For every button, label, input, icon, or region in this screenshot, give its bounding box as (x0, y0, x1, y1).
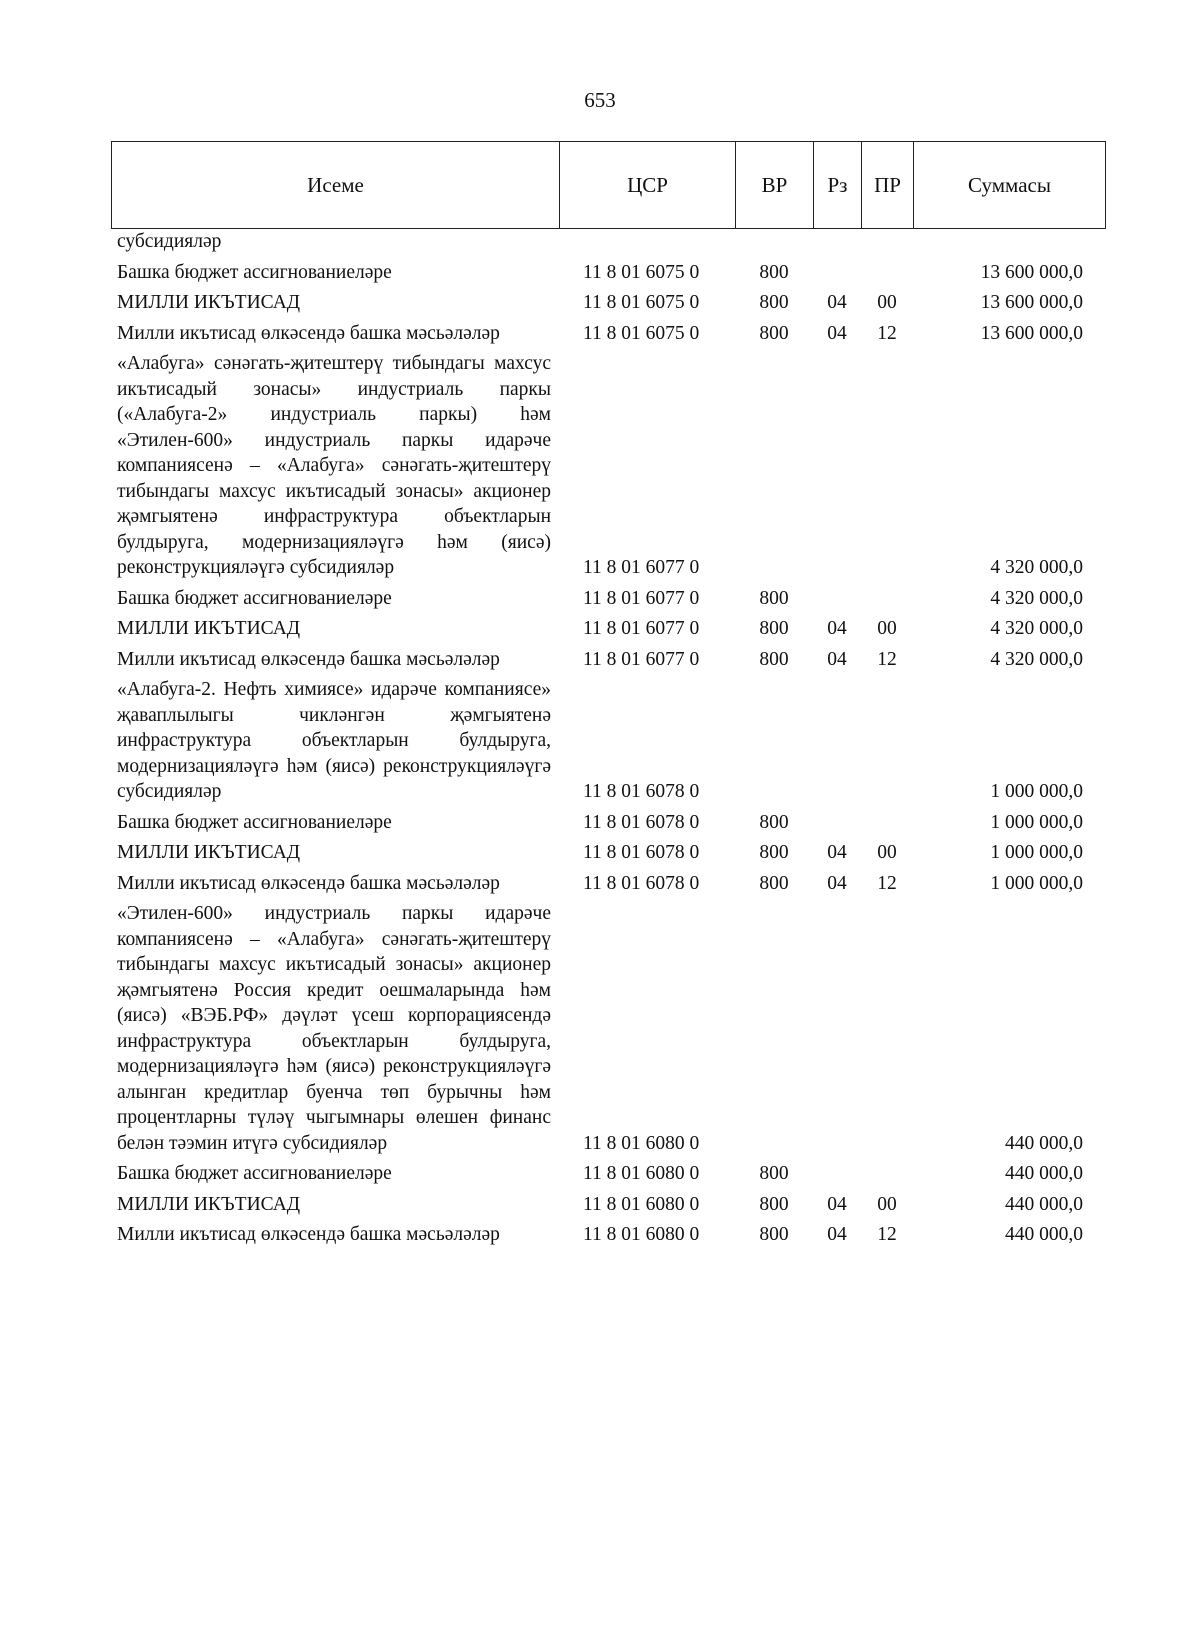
cell-sum: 13 600 000,0 (980, 292, 1083, 313)
cell-sum: 440 000,0 (1005, 1193, 1083, 1215)
cell-csr: 11 8 01 6077 0 (583, 587, 700, 609)
table-row (111, 1187, 1105, 1218)
cell-pr (861, 805, 913, 836)
cell-csr: 11 8 01 6075 0 (583, 261, 700, 283)
cell-csr: 11 8 01 6077 0 (583, 557, 700, 578)
cell-name: Башка бюджет ассигнованиеләре (117, 811, 392, 833)
cell-vr: 800 (759, 618, 789, 639)
column-header-rz: Рз (814, 142, 862, 229)
cell-rz: 04 (827, 872, 847, 894)
cell-sum (913, 229, 1105, 255)
cell-sum: 4 320 000,0 (990, 648, 1083, 670)
cell-pr: 12 (877, 872, 897, 894)
cell-name: МИЛЛИ ИКЪТИСАД (117, 292, 301, 313)
cell-pr (861, 255, 913, 286)
table-header (111, 141, 1106, 229)
cell-csr: 11 8 01 6080 0 (583, 1163, 700, 1184)
cell-name: субсидияләр (117, 231, 222, 252)
table-row (111, 285, 1105, 316)
cell-rz: 04 (827, 322, 847, 344)
column-header-vr: ВР (736, 142, 814, 229)
table-row (111, 316, 1105, 347)
cell-rz (813, 672, 861, 805)
budget-table (111, 229, 1105, 1248)
cell-csr: 11 8 01 6078 0 (583, 811, 700, 833)
cell-csr: 11 8 01 6078 0 (583, 842, 700, 863)
column-header-sum: Суммасы (914, 142, 1106, 229)
cell-name: «Алабуга» сәнәгать-җитештерү тибындагы махсус икътисадый зонасы» индустриаль паркы («Алабуга-2» индустриаль паркы) һәм «Этилен-600» индустриаль паркы идарәче компаниясенә – «Алабуга» сәнәгать-җитештерү тибындагы махсус икътисадый зонасы» акционер җәмгыятенә инфраструктура объектларын булдыруга, модернизацияләүгә һәм (яисә) реконструкцияләүгә субсидияләр (117, 353, 551, 578)
cell-rz (813, 346, 861, 581)
column-header-csr: ЦСР (560, 142, 736, 229)
cell-rz: 04 (827, 618, 847, 639)
cell-pr (861, 672, 913, 805)
cell-pr: 00 (877, 292, 897, 313)
cell-rz (813, 896, 861, 1156)
cell-sum: 1 000 000,0 (990, 811, 1083, 833)
cell-rz (813, 229, 861, 255)
cell-vr (735, 346, 813, 581)
table-row (111, 611, 1105, 642)
table-row (111, 346, 1105, 581)
cell-pr (861, 346, 913, 581)
cell-rz (813, 255, 861, 286)
cell-vr: 800 (759, 322, 789, 344)
cell-vr: 800 (759, 1224, 789, 1245)
cell-pr (861, 229, 913, 255)
page-number: 653 (584, 88, 616, 112)
cell-pr: 12 (877, 322, 897, 344)
table-row (111, 255, 1105, 286)
cell-name: МИЛЛИ ИКЪТИСАД (117, 618, 301, 639)
cell-csr: 11 8 01 6075 0 (583, 292, 700, 313)
column-header-name: Исеме (112, 142, 560, 229)
cell-name: Милли икътисад өлкәсендә башка мәсьәләләр (117, 322, 500, 344)
cell-pr (861, 581, 913, 612)
cell-vr: 800 (759, 648, 789, 670)
cell-vr: 800 (759, 1193, 789, 1215)
table-row (111, 1156, 1105, 1187)
cell-rz (813, 1156, 861, 1187)
cell-sum: 4 320 000,0 (990, 618, 1083, 639)
cell-name: МИЛЛИ ИКЪТИСАД (117, 1193, 301, 1215)
cell-name: «Этилен-600» индустриаль паркы идарәче компаниясенә – «Алабуга» сәнәгать-җитештерү тибындагы махсус икътисадый зонасы» акционер җәмгыятенә Россия кредит оешмаларында һәм (яисә) «ВЭБ.РФ» дәүләт үсеш корпорациясендә инфраструктура объектларын булдыруга, модернизацияләүгә һәм (яисә) реконструкцияләүгә алынган кредитлар буенча төп бурычны һәм процентларны түләү чыгымнары өлешен финанс белән тәэмин итүгә субсидияләр (117, 903, 551, 1154)
table-row (111, 866, 1105, 897)
cell-sum: 440 000,0 (1005, 1132, 1083, 1154)
table-row (111, 1217, 1105, 1248)
cell-sum: 440 000,0 (1005, 1224, 1083, 1245)
cell-vr (735, 896, 813, 1156)
cell-csr: 11 8 01 6080 0 (583, 1193, 700, 1215)
cell-name: МИЛЛИ ИКЪТИСАД (117, 842, 301, 863)
cell-pr: 12 (877, 648, 897, 670)
column-header-pr: ПР (862, 142, 914, 229)
cell-csr: 11 8 01 6080 0 (583, 1224, 700, 1245)
cell-pr: 00 (877, 618, 897, 639)
cell-csr: 11 8 01 6078 0 (583, 872, 700, 894)
cell-pr (861, 1156, 913, 1187)
cell-vr: 800 (759, 292, 789, 313)
cell-pr: 00 (877, 1193, 897, 1215)
cell-csr: 11 8 01 6077 0 (583, 648, 700, 670)
table-row (111, 581, 1105, 612)
cell-name: Милли икътисад өлкәсендә башка мәсьәләләр (117, 872, 500, 894)
cell-rz (813, 581, 861, 612)
cell-pr: 12 (877, 1224, 897, 1245)
cell-vr: 800 (759, 872, 789, 894)
cell-name: Башка бюджет ассигнованиеләре (117, 1163, 392, 1184)
table-row (111, 835, 1105, 866)
cell-sum: 1 000 000,0 (990, 842, 1083, 863)
table-row (111, 896, 1105, 1156)
cell-sum: 13 600 000,0 (980, 261, 1083, 283)
cell-rz: 04 (827, 1224, 847, 1245)
table-row (111, 672, 1105, 805)
cell-csr (559, 229, 735, 255)
cell-csr: 11 8 01 6080 0 (583, 1132, 700, 1154)
cell-sum: 4 320 000,0 (990, 557, 1083, 578)
cell-rz (813, 805, 861, 836)
cell-rz: 04 (827, 1193, 847, 1215)
cell-rz: 04 (827, 292, 847, 313)
table-row (111, 229, 1105, 255)
cell-vr: 800 (759, 587, 789, 609)
cell-vr (735, 672, 813, 805)
table-row (111, 805, 1105, 836)
cell-rz: 04 (827, 648, 847, 670)
cell-name: Башка бюджет ассигнованиеләре (117, 587, 392, 609)
cell-csr: 11 8 01 6075 0 (583, 322, 700, 344)
cell-sum: 1 000 000,0 (990, 781, 1083, 802)
cell-sum: 440 000,0 (1005, 1163, 1083, 1184)
cell-sum: 1 000 000,0 (990, 872, 1083, 894)
cell-name: Башка бюджет ассигнованиеләре (117, 261, 392, 283)
cell-sum: 13 600 000,0 (980, 322, 1083, 344)
cell-vr: 800 (759, 261, 789, 283)
cell-vr: 800 (759, 1163, 789, 1184)
cell-name: Милли икътисад өлкәсендә башка мәсьәләләр (117, 1224, 500, 1245)
cell-csr: 11 8 01 6077 0 (583, 618, 700, 639)
cell-pr (861, 896, 913, 1156)
cell-vr (735, 229, 813, 255)
cell-sum: 4 320 000,0 (990, 587, 1083, 609)
cell-name: «Алабуга-2. Нефть химиясе» идарәче компаниясе» җаваплылыгы чикләнгән җәмгыятенә инфраструктура объектларын булдыруга, модернизацияләүгә һәм (яисә) реконструкцияләүгә субсидияләр (117, 679, 551, 802)
cell-name: Милли икътисад өлкәсендә башка мәсьәләләр (117, 648, 500, 670)
table-row (111, 642, 1105, 673)
cell-vr: 800 (759, 811, 789, 833)
cell-csr: 11 8 01 6078 0 (583, 781, 700, 802)
cell-rz: 04 (827, 842, 847, 863)
cell-pr: 00 (877, 842, 897, 863)
cell-vr: 800 (759, 842, 789, 863)
